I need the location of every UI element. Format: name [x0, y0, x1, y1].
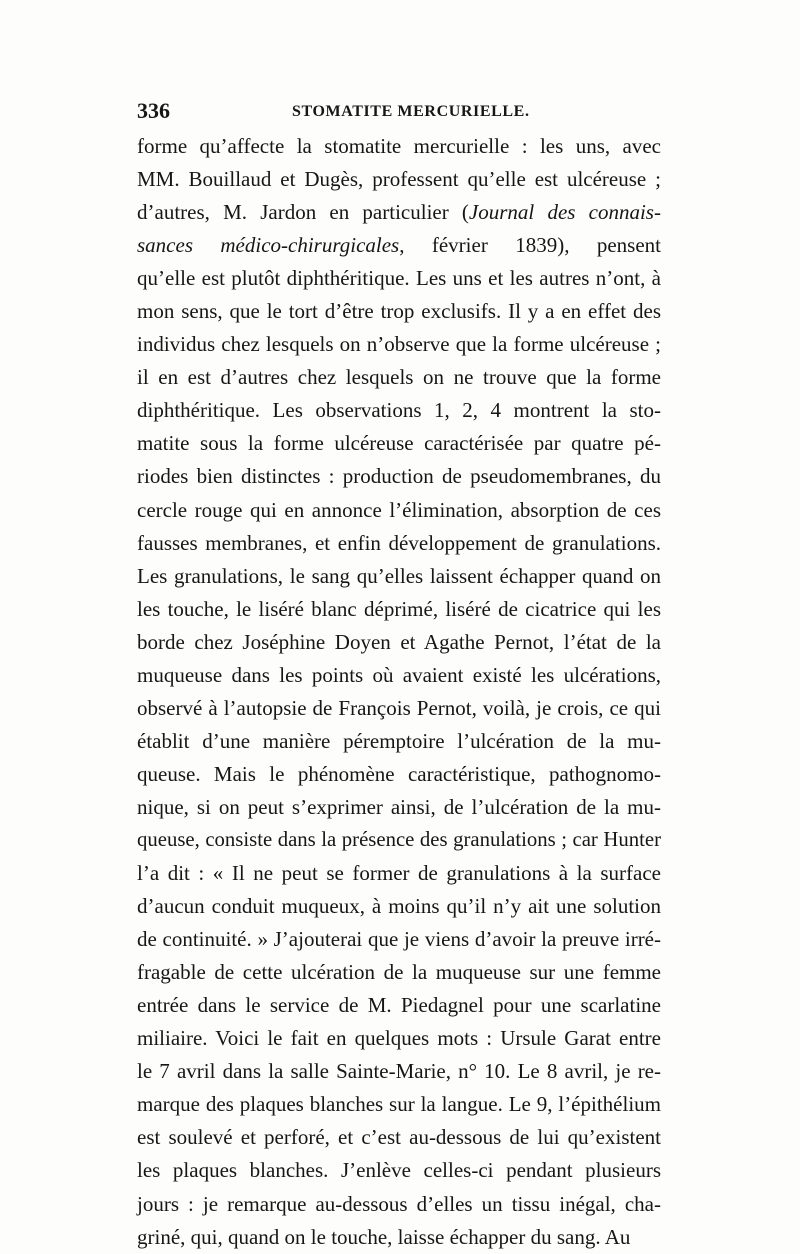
body-text	[137, 130, 661, 1254]
text-line	[137, 989, 661, 1022]
text-line	[137, 361, 661, 394]
text-line	[137, 494, 661, 527]
text-line	[137, 460, 661, 493]
line-text: queuse. Mais le phénomène caractéristique, pathognomo-	[137, 761, 661, 786]
text-line	[137, 262, 661, 295]
line-text: établit d’une manière péremptoire l’ulcération de la mu-	[137, 728, 661, 753]
text-line	[137, 1022, 661, 1055]
text-line	[137, 163, 661, 196]
line-text: les touche, le liséré blanc déprimé, liséré de cicatrice qui les	[137, 596, 661, 621]
text-line	[137, 1154, 661, 1187]
text-line	[137, 692, 661, 725]
line-text: l’a dit : « Il ne peut se former de granulations à la surface	[137, 861, 661, 886]
text-line	[137, 758, 661, 791]
line-text: entrée dans le service de M. Piedagnel pour une scarlatine	[137, 993, 661, 1018]
line-text: qu’elle est plutôt diphthéritique. Les uns et les autres n’ont, à	[137, 266, 661, 291]
line-text: MM. Bouillaud et Dugès, professent qu’elle est ulcéreuse ;	[137, 167, 661, 192]
text-line	[137, 857, 661, 890]
text-line	[137, 1121, 661, 1154]
line-text: griné, qui, quand on le touche, laisse échapper du sang. Au	[137, 1224, 631, 1249]
text-line	[137, 1221, 661, 1254]
line-text: fausses membranes, et enfin développement de granulations.	[137, 530, 661, 555]
text-line	[137, 427, 661, 460]
line-text: nique, si on peut s’exprimer ainsi, de l’ulcération de la mu-	[137, 794, 661, 819]
text-line	[137, 196, 661, 229]
line-text: mon sens, que le tort d’être trop exclusifs. Il y a en effet des	[137, 299, 661, 324]
line-text: il en est d’autres chez lesquels on ne trouve que la forme	[137, 365, 661, 390]
line-text: marque des plaques blanches sur la langue. Le 9, l’épithélium	[137, 1092, 661, 1117]
line-text: queuse, consiste dans la présence des granulations ; car Hunter	[137, 828, 661, 851]
line-text: matite sous la forme ulcéreuse caractérisée par quatre pé-	[137, 431, 661, 456]
line-text: muqueuse dans les points où avaient existé les ulcérations,	[137, 662, 661, 687]
page-header	[137, 96, 661, 126]
line-text: les plaques blanches. J’enlève celles-ci pendant plusieurs	[137, 1158, 661, 1183]
text-line	[137, 725, 661, 758]
text-line	[137, 659, 661, 692]
line-text: jours : je remarque au-dessous d’elles un tissu inégal, cha-	[137, 1191, 661, 1216]
text-line	[137, 229, 661, 262]
line-text: d’aucun conduit muqueux, à moins qu’il n’y ait une solution	[137, 894, 661, 919]
text-line	[137, 791, 661, 824]
running-head: STOMATITE MERCURIELLE.	[292, 103, 530, 120]
text-line	[137, 890, 661, 923]
line-text: , février 1839), pensent	[399, 233, 661, 258]
page-number: 336	[137, 98, 170, 123]
text-line	[137, 1188, 661, 1221]
text-line	[137, 626, 661, 659]
italic-title-text: sances médico-chirurgicales	[137, 233, 400, 258]
line-text: le 7 avril dans la salle Sainte-Marie, n° 10. Le 8 avril, je re-	[137, 1059, 661, 1084]
line-text: diphthéritique. Les observations 1, 2, 4 montrent la sto-	[137, 398, 661, 423]
line-text: forme qu’affecte la stomatite mercurielle : les uns, avec	[137, 134, 661, 158]
line-text: riodes bien distinctes : production de pseudomembranes, du	[137, 464, 661, 489]
text-line	[137, 1088, 661, 1121]
text-line	[137, 923, 661, 956]
text-line	[137, 824, 661, 857]
line-text: est soulevé et perforé, et c’est au-dessous de lui qu’existent	[137, 1125, 661, 1150]
text-line	[137, 1055, 661, 1088]
line-text: borde chez Joséphine Doyen et Agathe Pernot, l’état de la	[137, 629, 661, 654]
line-text: d’autres, M. Jardon en particulier (	[137, 200, 469, 225]
line-text: individus chez lesquels on n’observe que la forme ulcéreuse ;	[137, 332, 661, 357]
line-text: de continuité. » J’ajouterai que je viens d’avoir la preuve irré-	[137, 927, 661, 952]
text-line	[137, 130, 661, 163]
text-line	[137, 295, 661, 328]
text-line	[137, 956, 661, 989]
line-text: miliaire. Voici le fait en quelques mots : Ursule Garat entre	[137, 1026, 661, 1051]
line-text: cercle rouge qui en annonce l’élimination, absorption de ces	[137, 497, 661, 522]
italic-title-text: Journal des connais-	[468, 200, 661, 225]
text-line	[137, 560, 661, 593]
line-text: observé à l’autopsie de François Pernot, voilà, je crois, ce qui	[137, 695, 661, 720]
line-text: fragable de cette ulcération de la muqueuse sur une femme	[137, 960, 661, 985]
line-text: Les granulations, le sang qu’elles laissent échapper quand on	[137, 563, 661, 588]
text-line	[137, 394, 661, 427]
text-line	[137, 527, 661, 560]
text-line	[137, 328, 661, 361]
text-line	[137, 593, 661, 626]
